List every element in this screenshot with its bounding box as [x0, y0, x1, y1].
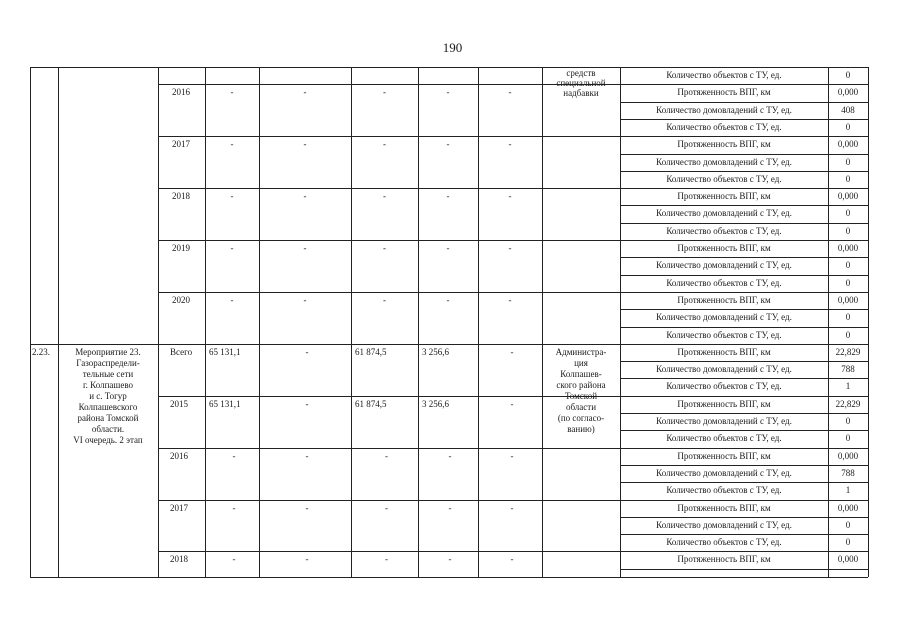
amount-cell: 65 131,1 [209, 398, 241, 409]
indicator-label: Количество домовладений с ТУ, ед. [656, 416, 792, 426]
year-label: 2018 [170, 554, 188, 565]
amount-cell: - [510, 502, 514, 513]
indicator-label: Количество домовладений с ТУ, ед. [656, 312, 792, 323]
year-label: 2015 [170, 398, 188, 409]
amount-cell: - [385, 554, 388, 565]
amount-cell: - [510, 450, 514, 461]
indicator-value: 0 [845, 70, 851, 80]
page-number: 190 [442, 40, 463, 55]
indicator-label: Протяженность ВПГ, км [677, 243, 771, 253]
indicator-row-line [620, 292, 868, 293]
indicator-value: 0 [845, 329, 851, 340]
indicator-row-line [620, 309, 868, 310]
indicator-row-line [620, 188, 868, 189]
indicator-row-line [620, 465, 868, 466]
indicator-value: 0 [845, 433, 851, 444]
amount-cell: - [303, 191, 307, 202]
indicator-value: 0,000 [837, 450, 859, 461]
amount-cell: - [508, 191, 512, 202]
indicator-label: Протяженность ВПГ, км [677, 139, 771, 150]
indicator-row-line [620, 84, 868, 85]
amount-cell: - [383, 243, 386, 253]
amount-cell: 61 874,5 [355, 346, 387, 357]
indicator-value: 1 [845, 485, 851, 496]
indicator-value: 0,000 [837, 554, 859, 565]
indicator-row-line [620, 413, 868, 414]
indicator-value: 0 [845, 156, 851, 167]
amount-cell: - [446, 139, 450, 150]
indicator-row-line [620, 136, 868, 137]
indicator-value: 0,000 [837, 294, 859, 305]
amount-cell: - [508, 87, 512, 98]
indicator-row-line [620, 534, 868, 535]
indicator-row-line [620, 361, 868, 362]
amount-cell: - [230, 139, 234, 150]
funding-source-text: специальной [556, 78, 606, 88]
amount-cell: - [230, 87, 234, 98]
indicator-row-line [620, 448, 868, 449]
item-name-line: области. [91, 423, 125, 434]
indicator-row-line [620, 171, 868, 172]
indicator-row-line [620, 344, 868, 345]
indicator-value: 0 [845, 312, 851, 323]
amount-cell: 3 256,6 [422, 346, 449, 357]
column-line [58, 67, 59, 577]
indicator-row-line [620, 569, 868, 570]
year-row-line [158, 551, 620, 552]
executor-line: ского района [556, 379, 606, 390]
amount-cell: - [385, 450, 388, 461]
amount-cell: - [303, 139, 307, 150]
indicator-label: Количество объектов с ТУ, ед. [666, 121, 782, 132]
amount-cell: - [305, 450, 309, 461]
indicator-value: 788 [841, 467, 855, 478]
indicator-value: 0 [845, 208, 851, 219]
indicator-value: 0 [845, 537, 851, 548]
indicator-value: 0,000 [837, 191, 859, 202]
executor-line: (по согласо- [557, 412, 605, 423]
indicator-value: 22,829 [835, 398, 861, 409]
year-label: 2016 [170, 450, 188, 461]
amount-cell: - [305, 502, 309, 513]
amount-cell: - [303, 243, 307, 253]
indicator-row-line [620, 482, 868, 483]
indicator-label: Протяженность ВПГ, км [677, 346, 771, 357]
amount-cell: - [446, 191, 450, 202]
indicator-value: 0 [845, 225, 851, 236]
indicator-row-line [620, 102, 868, 103]
indicator-row-line [620, 378, 868, 379]
item-name-line: Мероприятие 23. [75, 346, 141, 357]
amount-cell: - [510, 554, 514, 565]
indicator-label: Количество домовладений с ТУ, ед. [656, 519, 792, 530]
year-label: 2018 [172, 191, 190, 202]
indicator-label: Протяженность ВПГ, км [677, 191, 771, 202]
indicator-label: Протяженность ВПГ, км [677, 554, 771, 565]
indicator-row-line [620, 500, 868, 501]
year-label: 2016 [172, 87, 190, 98]
year-row-line [158, 448, 620, 449]
indicator-label: Количество домовладений с ТУ, ед. [656, 260, 792, 271]
amount-cell: - [448, 450, 452, 461]
year-label: 2019 [172, 243, 190, 253]
amount-cell: - [446, 294, 450, 305]
executor-line: Томской [564, 390, 598, 401]
table-bottom-border [30, 577, 868, 578]
indicator-label: Количество объектов с ТУ, ед. [666, 173, 782, 184]
table-top-border [30, 67, 868, 68]
year-label: Всего [170, 346, 193, 357]
indicator-value: 0 [845, 519, 851, 530]
amount-cell: - [446, 87, 450, 98]
item-name-line: Колпашевского [78, 401, 138, 412]
amount-cell: - [232, 502, 236, 513]
amount-cell: - [305, 398, 309, 409]
amount-cell: - [446, 243, 450, 253]
item-name-line: и с. Тогур [89, 390, 127, 401]
indicator-label: Количество домовладений с ТУ, ед. [656, 364, 792, 375]
indicator-label: Количество объектов с ТУ, ед. [666, 381, 782, 392]
indicator-label: Протяженность ВПГ, км [677, 502, 771, 513]
amount-cell: - [385, 502, 388, 513]
indicator-value: 408 [841, 104, 855, 115]
indicator-row-line [620, 327, 868, 328]
indicator-value: 0,000 [837, 502, 859, 513]
item-name-line: района Томской [77, 412, 139, 423]
indicator-value: 0,000 [837, 87, 859, 98]
year-row-line [158, 136, 620, 137]
indicator-row-line [620, 517, 868, 518]
item-name-line: г. Колпашево [82, 379, 134, 390]
amount-cell: 65 131,1 [209, 346, 241, 357]
executor-line: ванию) [567, 423, 595, 434]
column-line [158, 67, 159, 577]
indicator-value: 0 [845, 260, 851, 271]
amount-cell: - [508, 139, 512, 150]
amount-cell: - [230, 243, 234, 253]
amount-cell: - [508, 243, 512, 253]
indicator-row-line [620, 205, 868, 206]
indicator-value: 0 [845, 121, 851, 132]
indicator-label: Количество домовладений с ТУ, ед. [656, 104, 792, 115]
year-label: 2017 [170, 502, 188, 513]
amount-cell: - [303, 294, 307, 305]
amount-cell: - [448, 502, 452, 513]
year-row-line [158, 500, 620, 501]
indicator-value: 1 [845, 381, 851, 392]
amount-cell: 61 874,5 [355, 398, 387, 409]
item-number: 2.23. [32, 346, 50, 357]
indicator-value: 788 [841, 364, 855, 375]
executor-line: области [565, 401, 597, 412]
indicator-row-line [620, 551, 868, 552]
amount-cell: - [230, 294, 234, 305]
item-name-line: тельные сети [82, 368, 134, 379]
indicator-label: Количество домовладений с ТУ, ед. [656, 208, 792, 219]
indicator-label: Протяженность ВПГ, км [677, 294, 771, 305]
amount-cell: - [230, 191, 234, 202]
amount-cell: - [383, 294, 386, 305]
executor-line: Администра- [555, 346, 607, 357]
indicator-value: 0 [845, 277, 851, 288]
year-label: 2017 [172, 139, 190, 150]
amount-cell: - [448, 554, 452, 565]
year-label: 2020 [172, 294, 190, 305]
indicator-value: 0 [845, 416, 851, 426]
amount-cell: - [303, 87, 307, 98]
indicator-row-line [620, 119, 868, 120]
amount-cell: 3 256,6 [422, 398, 449, 409]
indicator-label: Количество объектов с ТУ, ед. [666, 537, 782, 548]
indicator-row-line [620, 257, 868, 258]
amount-cell: - [510, 398, 514, 409]
column-line [542, 67, 543, 577]
indicator-row-line [620, 154, 868, 155]
indicator-value: 22,829 [835, 346, 861, 357]
indicator-row-line [620, 430, 868, 431]
item-name-line: VI очередь. 2 этап [73, 434, 143, 445]
funding-source-text: надбавки [563, 88, 599, 98]
indicator-value: 0,000 [837, 139, 859, 150]
indicator-label: Количество объектов с ТУ, ед. [666, 485, 782, 496]
amount-cell: - [232, 554, 236, 565]
indicator-label: Количество объектов с ТУ, ед. [666, 433, 782, 444]
indicator-row-line [620, 396, 868, 397]
amount-cell: - [305, 554, 309, 565]
item-name-line: Газораспредели- [76, 357, 140, 368]
amount-cell: - [508, 294, 512, 305]
indicator-row-line [620, 223, 868, 224]
indicator-value: 0,000 [837, 243, 859, 253]
indicator-label: Протяженность ВПГ, км [677, 398, 771, 409]
indicator-row-line [620, 240, 868, 241]
funding-source-text: средств [566, 68, 596, 78]
amount-cell: - [383, 191, 386, 202]
amount-cell: - [305, 346, 309, 357]
executor-line: ция [574, 357, 588, 368]
amount-cell: - [383, 139, 386, 150]
indicator-label: Количество объектов с ТУ, ед. [666, 225, 782, 236]
indicator-value: 0 [845, 173, 851, 184]
indicator-label: Протяженность ВПГ, км [677, 450, 771, 461]
indicator-label: Протяженность ВПГ, км [677, 87, 771, 98]
indicator-label: Количество объектов с ТУ, ед. [666, 277, 782, 288]
indicator-label: Количество домовладений с ТУ, ед. [656, 156, 792, 167]
column-line [868, 67, 869, 577]
year-row-line [158, 188, 620, 189]
indicator-label: Количество объектов с ТУ, ед. [666, 329, 782, 340]
indicator-row-line [620, 275, 868, 276]
executor-line: Колпашев- [560, 368, 602, 379]
year-row-line [158, 240, 620, 241]
column-line [30, 67, 31, 577]
amount-cell: - [510, 346, 514, 357]
indicator-label: Количество объектов с ТУ, ед. [666, 70, 782, 80]
amount-cell: - [232, 450, 236, 461]
indicator-label: Количество домовладений с ТУ, ед. [656, 467, 792, 478]
amount-cell: - [383, 87, 386, 98]
year-row-line [158, 292, 620, 293]
